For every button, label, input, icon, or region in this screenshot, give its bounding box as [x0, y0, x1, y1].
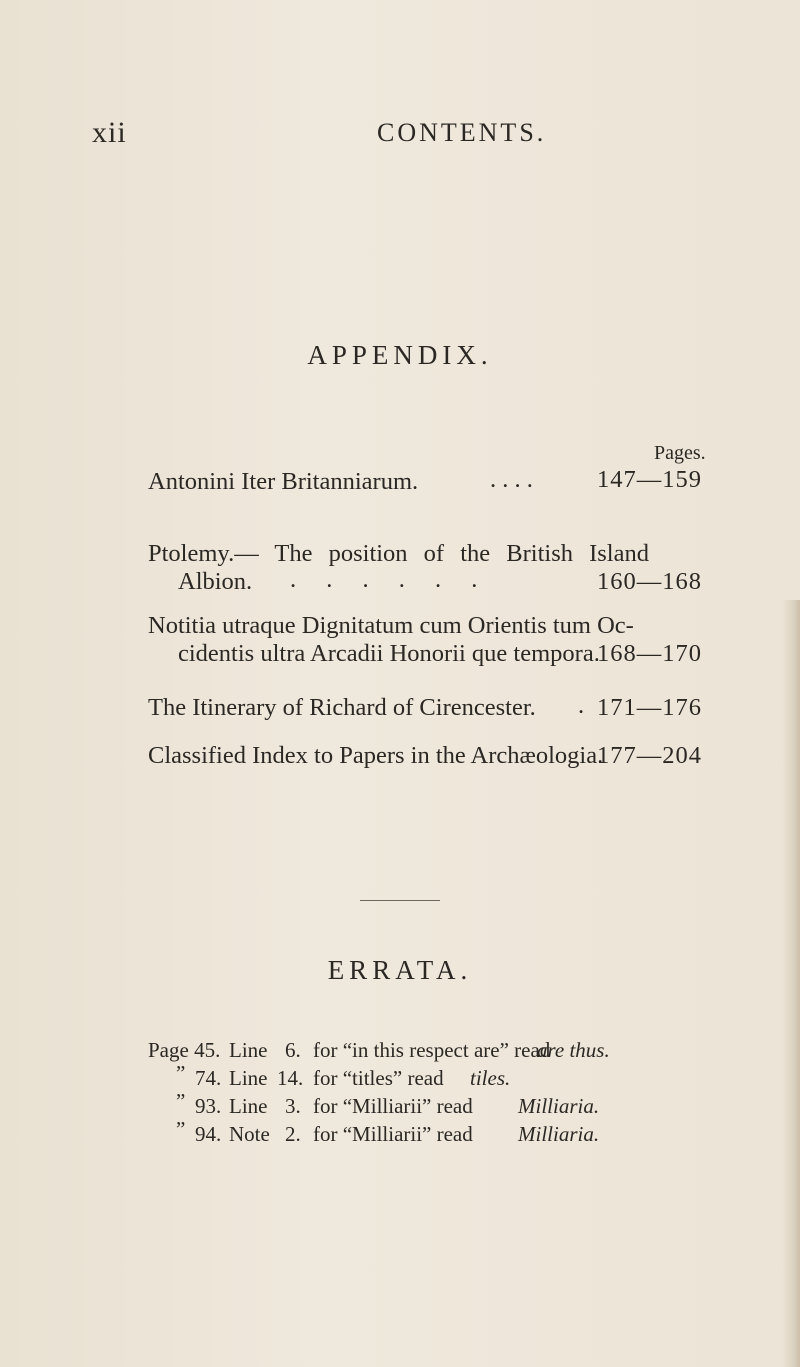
errata-page: Page 45. — [148, 1038, 221, 1062]
appendix-entry-pages: 168—170 — [597, 640, 702, 667]
appendix-entry-title: Ptolemy.— The position of the British Island — [148, 540, 649, 567]
errata-page: 94. — [195, 1122, 222, 1146]
appendix-heading: APPENDIX. — [307, 340, 493, 370]
errata-correction: tiles. — [470, 1066, 511, 1090]
errata-text: for “Milliarii” read — [313, 1094, 473, 1118]
errata-page: 74. — [195, 1066, 222, 1090]
running-title: CONTENTS. — [377, 118, 547, 147]
errata-loc: Line — [229, 1066, 268, 1090]
errata-num: 14. — [277, 1066, 304, 1090]
appendix-entry-title: Notitia utraque Dignitatum cum Orientis tum Oc- — [148, 612, 634, 639]
errata-loc: Note — [229, 1122, 270, 1146]
leader-dots: . . . . — [490, 466, 533, 493]
ditto-mark: ” — [176, 1061, 186, 1085]
appendix-entry-title: Classified Index to Papers in the Archæologia. — [148, 742, 604, 769]
errata-num: 3. — [285, 1094, 301, 1118]
appendix-entry-title: The Itinerary of Richard of Cirencester. — [148, 694, 536, 721]
errata-loc: Line — [229, 1094, 268, 1118]
appendix-entry-title-cont: Albion. — [178, 568, 253, 595]
errata-correction: Milliaria. — [518, 1122, 600, 1146]
errata-correction: are thus. — [537, 1038, 610, 1062]
page-number: xii — [92, 116, 127, 149]
appendix-entry-pages: 171—176 — [597, 694, 702, 721]
appendix-entry-pages: 177—204 — [597, 742, 702, 769]
appendix-entry-title: Antonini Iter Britanniarum. — [148, 468, 419, 495]
errata-text: for “Milliarii” read — [313, 1122, 473, 1146]
leader-dots: . . . . . . — [290, 566, 490, 593]
ditto-mark: ” — [176, 1089, 186, 1113]
errata-text: for “titles” read — [313, 1066, 444, 1090]
appendix-entry-pages: 160—168 — [597, 568, 702, 595]
section-divider — [360, 900, 440, 901]
appendix-entry-pages: 147—159 — [597, 466, 702, 493]
errata-text: for “in this respect are” read — [313, 1038, 551, 1062]
ditto-mark: ” — [176, 1117, 186, 1141]
leader-dots: . — [578, 692, 585, 719]
pages-label: Pages. — [654, 442, 706, 464]
errata-heading: ERRATA. — [327, 955, 473, 985]
errata-loc: Line — [229, 1038, 268, 1062]
errata-correction: Milliaria. — [518, 1094, 600, 1118]
appendix-entry-title-cont: cidentis ultra Arcadii Honorii que tempora. — [178, 640, 600, 667]
errata-page: 93. — [195, 1094, 222, 1118]
errata-num: 2. — [285, 1122, 301, 1146]
errata-num: 6. — [285, 1038, 301, 1062]
